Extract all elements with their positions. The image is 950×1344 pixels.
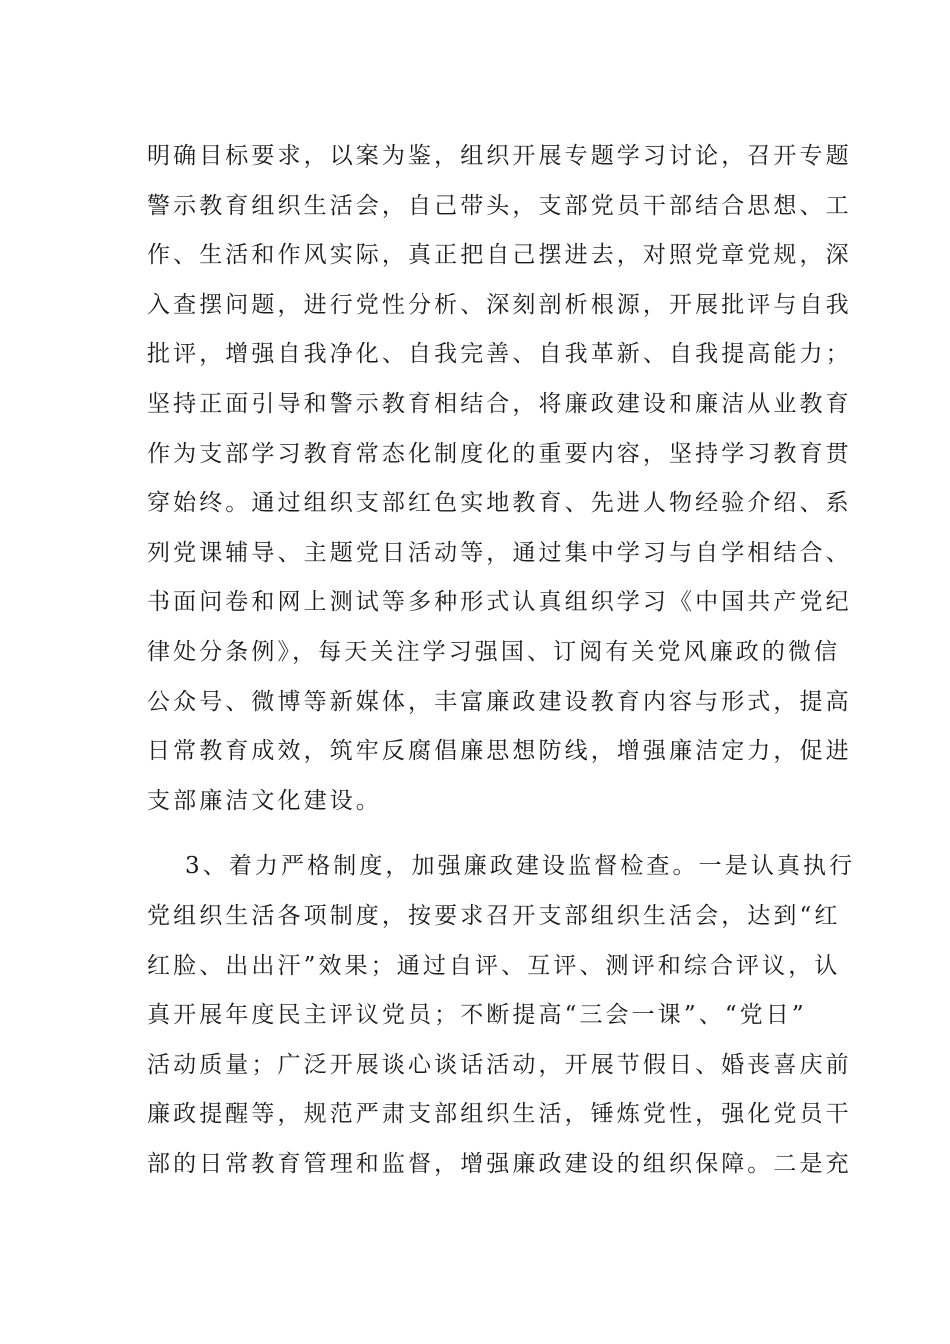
paragraph-line: 批评，增强自我净化、自我完善、自我革新、自我提高能力； bbox=[147, 341, 852, 368]
paragraph-1 bbox=[147, 132, 852, 826]
paragraph-line: 明确目标要求，以案为鉴，组织开展专题学习讨论，召开专题 bbox=[147, 143, 852, 169]
paragraph-spacer bbox=[147, 826, 807, 842]
paragraph-line: 红脸、出出汗”效果；通过自评、互评、测评和综合评议，认 bbox=[147, 952, 841, 979]
paragraph-2 bbox=[147, 842, 856, 1189]
paragraph-line: 廉政提醒等，规范严肃支部组织生活，锤炼党性，强化党员干 bbox=[147, 1101, 852, 1128]
paragraph-line: 坚持正面引导和警示教育相结合，将廉政建设和廉洁从业教育 bbox=[147, 390, 852, 417]
paragraph-line: 书面问卷和网上测试等多种形式认真组织学习《中国共产党纪 bbox=[147, 589, 852, 616]
paragraph-line: 部的日常教育管理和监督，增强廉政建设的组织保障。二是充 bbox=[147, 1150, 852, 1177]
paragraph-line: 公众号、微博等新媒体，丰富廉政建设教育内容与形式，提高 bbox=[147, 688, 852, 715]
paragraph-line: 警示教育组织生活会，自己带头，支部党员干部结合思想、工 bbox=[147, 192, 852, 219]
paragraph-line: 列党课辅导、主题党日活动等，通过集中学习与自学相结合、 bbox=[147, 539, 852, 566]
paragraph-line: 入查摆问题，进行党性分析、深刻剖析根源，开展批评与自我 bbox=[147, 291, 852, 318]
paragraph-line: 党组织生活各项制度，按要求召开支部组织生活会，达到“红 bbox=[147, 902, 841, 929]
paragraph-line: 支部廉洁文化建设。 bbox=[147, 787, 382, 814]
document-body bbox=[147, 132, 856, 1189]
paragraph-line: 作为支部学习教育常态化制度化的重要内容，坚持学习教育贯 bbox=[147, 440, 852, 467]
paragraph-line: 律处分条例》，每天关注学习强国、订阅有关党风廉政的微信 bbox=[147, 638, 841, 665]
paragraph-line: 活动质量；广泛开展谈心谈话活动，开展节假日、婚丧喜庆前 bbox=[147, 1051, 852, 1078]
paragraph-line: 作、生活和作风实际，真正把自己摆进去，对照党章党规，深 bbox=[147, 242, 852, 269]
paragraph-line: 真开展年度民主评议党员；不断提高“三会一课”、“党日” bbox=[147, 1002, 807, 1029]
paragraph-line: 日常教育成效，筑牢反腐倡廉思想防线，增强廉洁定力，促进 bbox=[147, 738, 852, 765]
paragraph-line: 穿始终。通过组织支部红色实地教育、先进人物经验介绍、系 bbox=[147, 490, 852, 517]
paragraph-line: 3、着力严格制度，加强廉政建设监督检查。一是认真执行 bbox=[185, 853, 856, 880]
